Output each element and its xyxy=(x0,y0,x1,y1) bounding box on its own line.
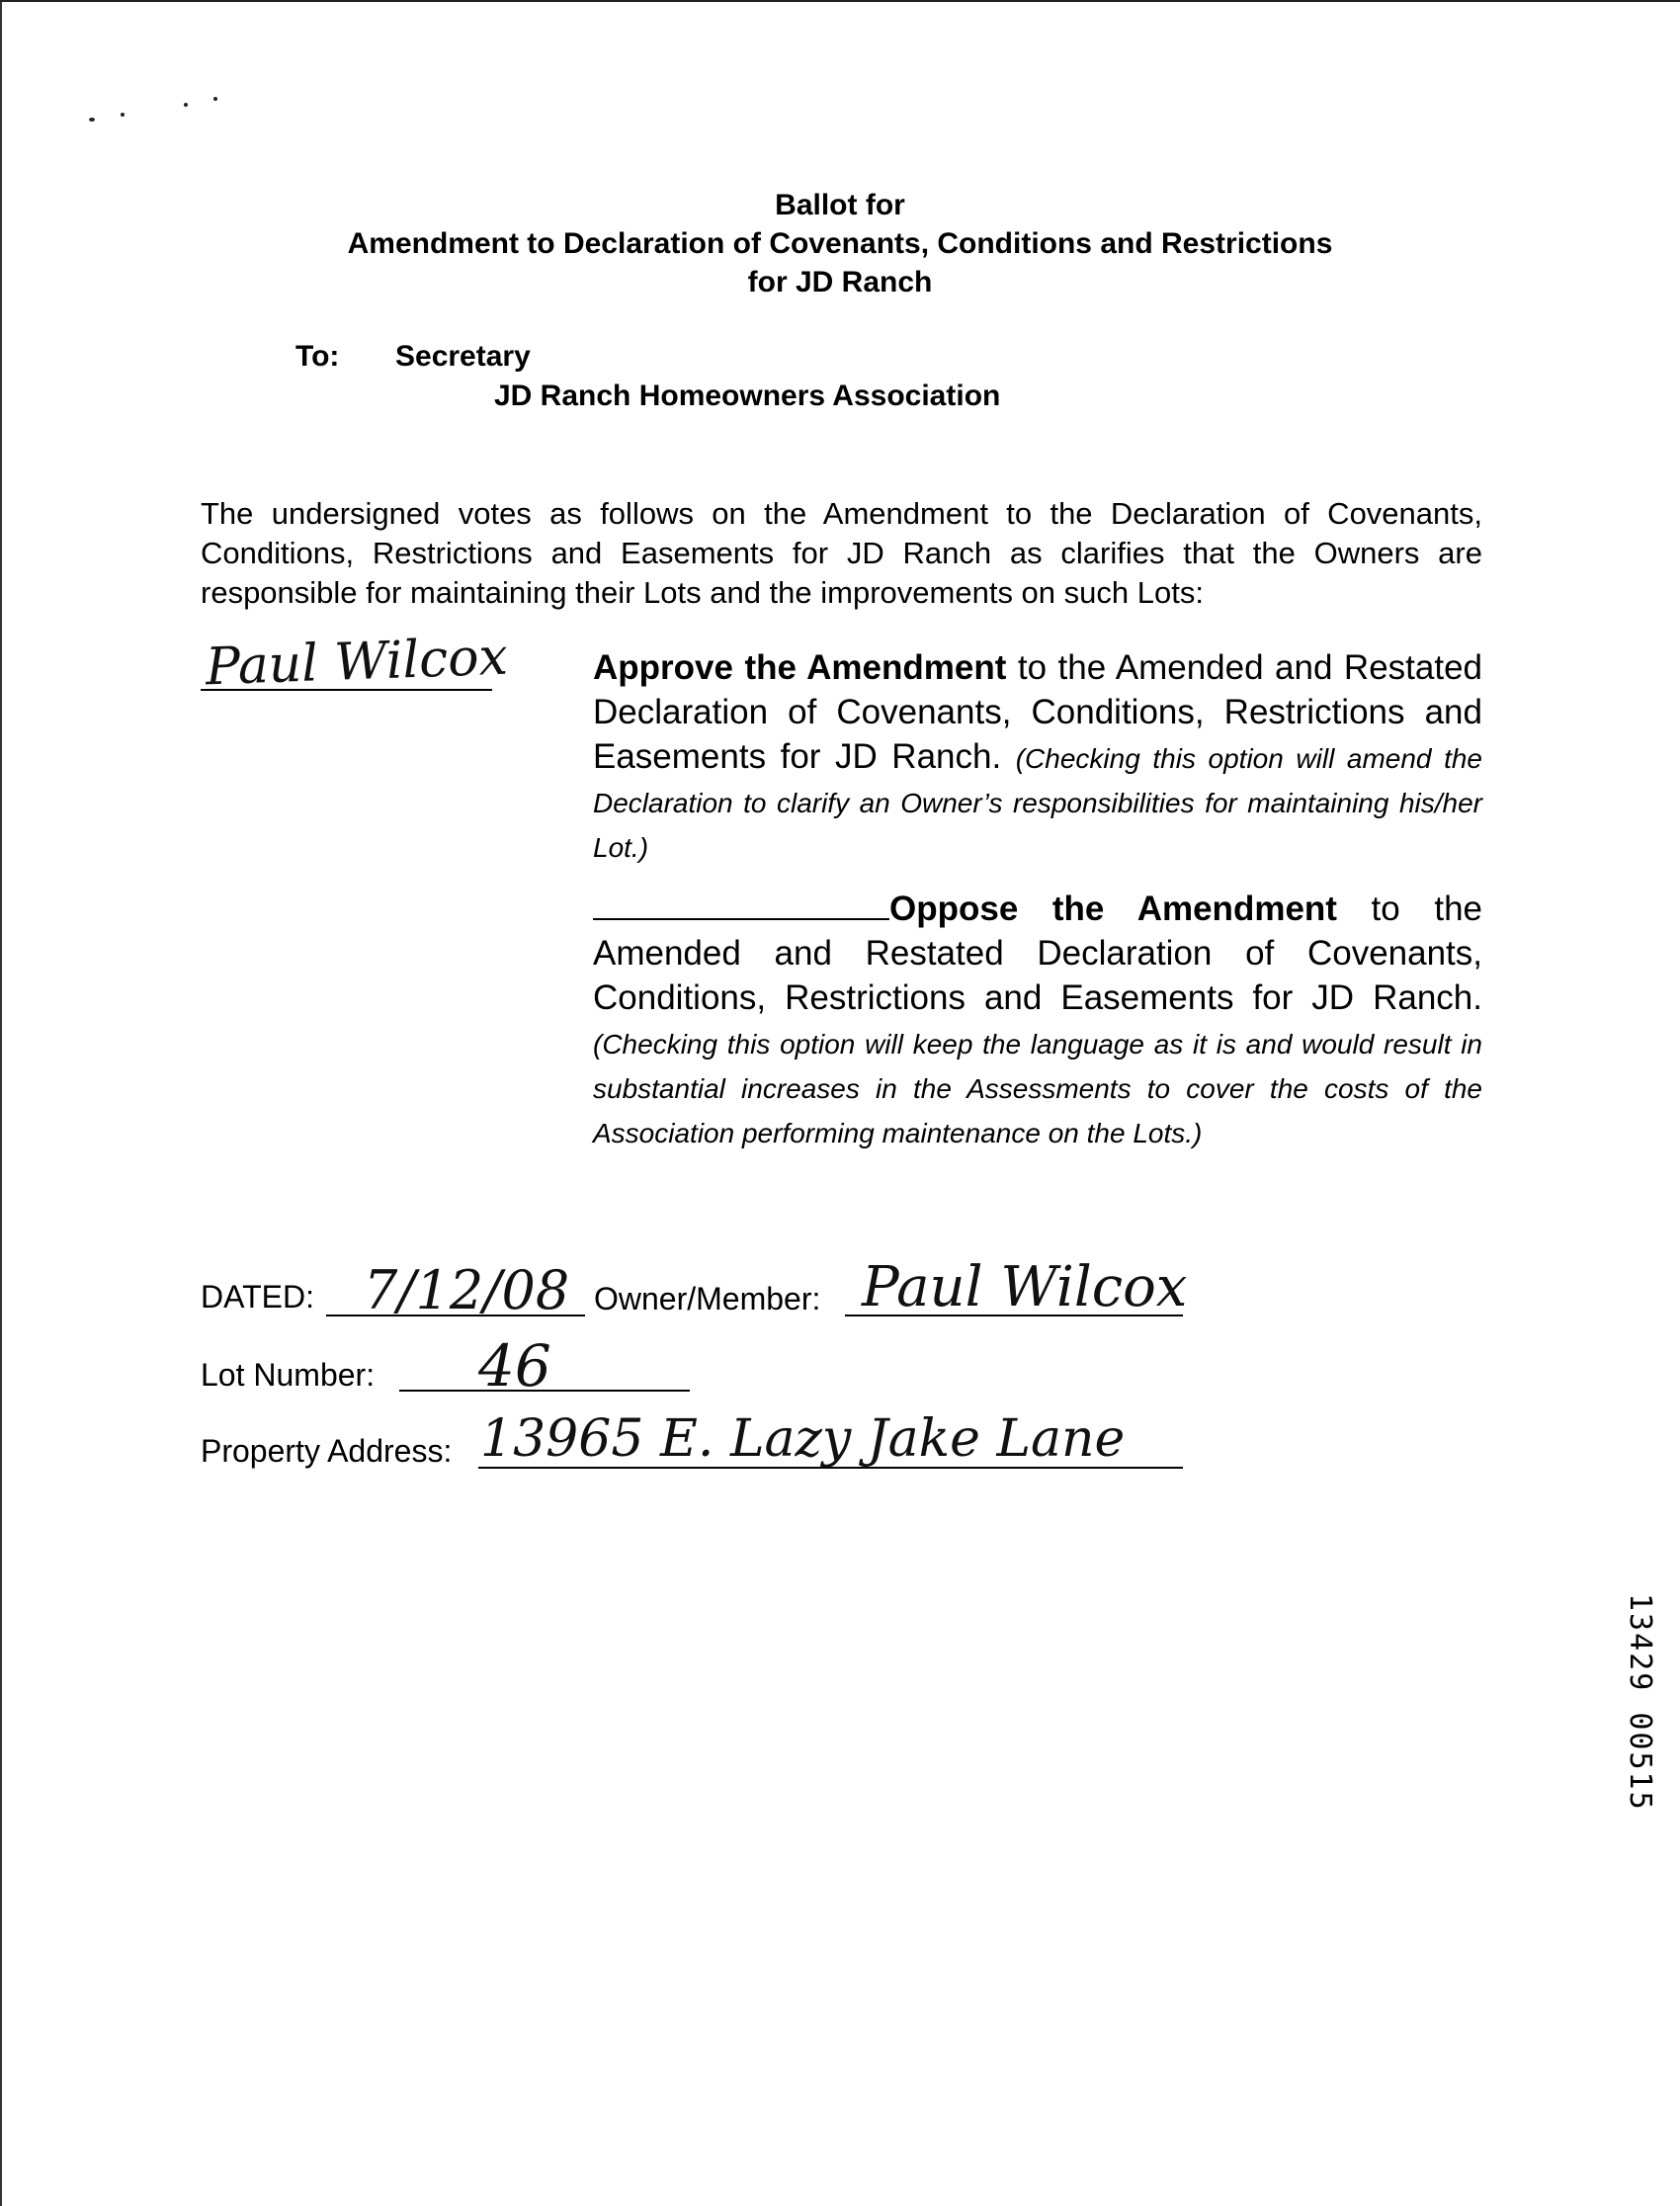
oppose-note: (Checking this option will keep the language as it is and would result in substantial increases in the Assessments to cover the costs of the Association performing maintenance on the Lots.) xyxy=(593,1029,1482,1148)
dated-label: DATED: xyxy=(201,1279,314,1315)
scan-speck xyxy=(213,97,217,101)
recipient-organization: JD Ranch Homeowners Association xyxy=(494,380,1001,412)
oppose-text: to the Amended and Restated Declaration of Covenants, Conditions, Restrictions and Easements for JD Ranch. xyxy=(593,890,1483,1017)
recipient-to-label: To: xyxy=(295,340,340,373)
approve-signature-line[interactable] xyxy=(201,689,492,691)
approve-heading: Approve the Amendment xyxy=(593,648,1007,687)
recipient-name: Secretary xyxy=(395,340,531,373)
address-line[interactable] xyxy=(478,1467,1183,1469)
owner-label: Owner/Member: xyxy=(594,1281,821,1316)
address-label: Property Address: xyxy=(201,1433,453,1469)
approve-text: to the Amended and Restated Declaration of Covenants, Conditions, Restrictions and Easements for JD Ranch. xyxy=(593,648,1483,776)
scan-speck xyxy=(184,103,188,107)
ballot-title-line3: for JD Ranch xyxy=(747,266,933,298)
bates-number-container xyxy=(1623,1593,1657,1812)
oppose-heading: Oppose the Amendment xyxy=(889,890,1337,928)
scan-speck xyxy=(121,113,125,117)
owner-value: Paul Wilcox xyxy=(862,1255,1188,1319)
oppose-option xyxy=(593,887,1482,1153)
lot-label: Lot Number: xyxy=(201,1357,376,1393)
owner-line[interactable] xyxy=(845,1315,1183,1316)
approve-note: (Checking this option will amend the Declaration to clarify an Owner’s responsibilities for maintaining his/her Lot.) xyxy=(593,743,1482,863)
approve-option xyxy=(593,645,1482,868)
intro-paragraph: The undersigned votes as follows on the Amendment to the Declaration of Covenants, Conditions, Restrictions and Easements for JD Ranch as clarifies that the Owners are responsible for maintaining their Lots and the improvements on such Lots: xyxy=(201,496,1482,610)
oppose-signature-line[interactable] xyxy=(593,891,889,920)
lot-value: 46 xyxy=(478,1332,551,1400)
approve-signature: Paul Wilcox xyxy=(205,627,509,698)
ballot-title-line2: Amendment to Declaration of Covenants, Conditions and Restrictions xyxy=(347,227,1333,260)
dated-value: 7/12/08 xyxy=(364,1259,570,1321)
ballot-title-line1: Ballot for xyxy=(775,189,905,221)
address-value: 13965 E. Lazy Jake Lane xyxy=(480,1409,1126,1469)
scan-speck xyxy=(89,118,95,122)
dated-line[interactable] xyxy=(326,1315,585,1316)
bates-number: 13429 00515 xyxy=(1623,1593,1657,1812)
lot-line[interactable] xyxy=(399,1390,690,1392)
